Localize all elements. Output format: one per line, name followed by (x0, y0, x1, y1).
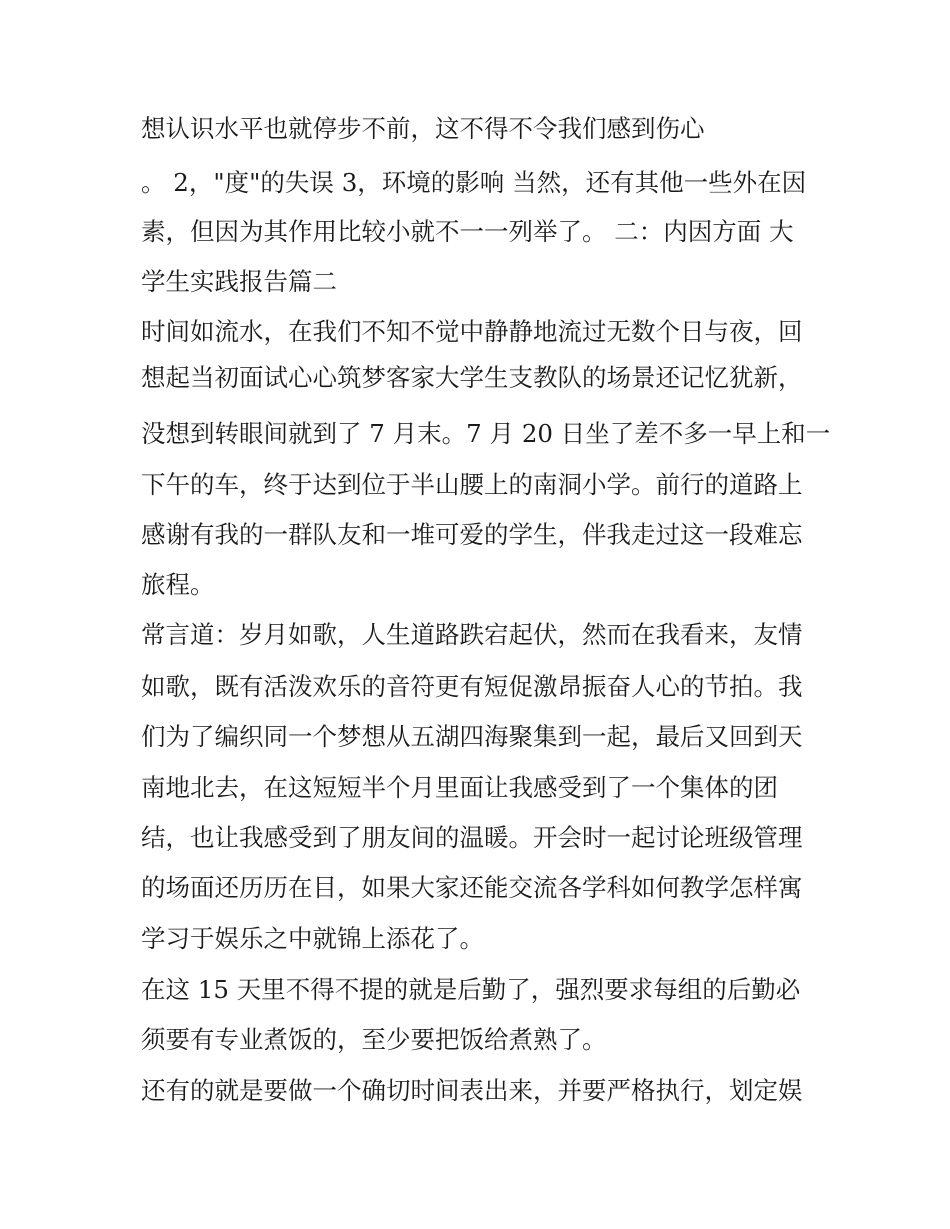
text-line: 须要有专业煮饭的，至少要把饭给煮熟了。 (141, 1025, 607, 1054)
text-line: 南地北去，在这短短半个月里面让我感受到了一个集体的团 (141, 773, 778, 802)
text-line: 想起当初面试心心筑梦客家大学生支教队的场景还记忆犹新， (141, 363, 803, 392)
text-line: 的场面还历历在目，如果大家还能交流各学科如何教学怎样寓 (141, 873, 803, 902)
text-line: 还有的就是要做一个确切时间表出来，并要严格执行，划定娱 (141, 1076, 803, 1105)
text-line: 。 2，"度"的失误 3，环境的影响 当然，还有其他一些外在因 (141, 168, 807, 197)
text-line: 们为了编织同一个梦想从五湖四海聚集到一起，最后又回到天 (141, 722, 803, 751)
text-line: 结，也让我感受到了朋友间的温暖。开会时一起讨论班级管理 (141, 823, 803, 852)
text-line: 在这 15 天里不得不提的就是后勤了，强烈要求每组的后勤必 (141, 975, 801, 1004)
text-line: 感谢有我的一群队友和一堆可爱的学生，伴我走过这一段难忘 (141, 520, 803, 549)
text-line: 没想到转眼间就到了 7 月末。7 月 20 日坐了差不多一早上和一 (141, 419, 831, 448)
text-line: 素，但因为其作用比较小就不一一列举了。 二：内因方面 大 (141, 217, 794, 246)
text-line: 时间如流水，在我们不知不觉中静静地流过无数个日与夜，回 (141, 317, 803, 346)
text-line: 想认识水平也就停步不前，这不得不令我们感到伤心 (141, 114, 705, 143)
text-line: 旅程。 (141, 570, 215, 599)
text-line: 学习于娱乐之中就锦上添花了。 (141, 924, 484, 953)
text-line: 学生实践报告篇二 (141, 267, 337, 296)
text-line: 如歌，既有活泼欢乐的音符更有短促激昂振奋人心的节拍。我 (141, 672, 803, 701)
text-line: 下午的车，终于达到位于半山腰上的南洞小学。前行的道路上 (141, 470, 803, 499)
text-line: 常言道：岁月如歌，人生道路跌宕起伏，然而在我看来，友情 (141, 620, 803, 649)
